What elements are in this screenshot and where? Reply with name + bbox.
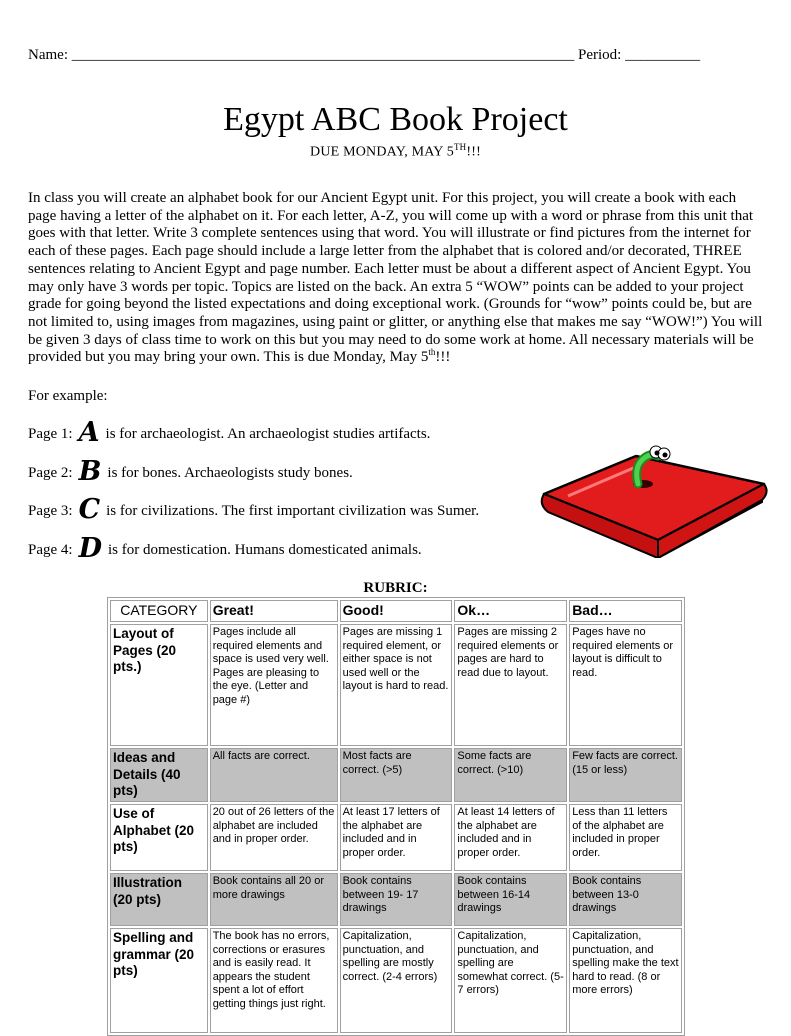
example-text: is for domestication. Humans domesticated animals. <box>108 542 422 558</box>
header-ok: Ok… <box>454 600 567 622</box>
red-book-with-worm-icon <box>538 438 770 558</box>
due-text: DUE MONDAY, MAY 5 <box>310 144 454 160</box>
period-label: Period: <box>577 47 622 63</box>
example-page-label: Page 1: <box>28 426 73 442</box>
rubric-cell: At least 14 letters of the alphabet are included and in proper order. <box>454 804 567 871</box>
example-letter: B <box>78 456 102 487</box>
category-cell: Layout of Pages (20 pts.) <box>110 624 208 746</box>
category-cell: Ideas and Details (40 pts) <box>110 748 208 802</box>
rubric-cell: At least 17 letters of the alphabet are included and in proper order. <box>340 804 453 871</box>
example-letter: C <box>78 494 101 525</box>
table-row <box>110 873 682 926</box>
header-bad: Bad… <box>569 600 682 622</box>
rubric-cell: Pages are missing 2 required elements or pages are hard to read due to layout. <box>454 624 567 746</box>
table-row <box>110 928 682 1033</box>
header-category: CATEGORY <box>110 600 208 622</box>
example-text: is for archaeologist. An archaeologist studies artifacts. <box>105 426 431 442</box>
period-blank[interactable]: __________ <box>625 47 701 63</box>
rubric-cell: All facts are correct. <box>210 748 338 802</box>
rubric-cell: Book contains between 16-14 drawings <box>454 873 567 926</box>
rubric-header-row <box>110 600 682 622</box>
for-example-label: For example: <box>28 388 108 404</box>
example-page-4 <box>28 530 422 564</box>
example-page-3 <box>28 491 480 525</box>
table-row <box>110 624 682 746</box>
example-page-1 <box>28 414 431 448</box>
rubric-cell: Pages include all required elements and space is used very well. Pages are pleasing to the eye. (Letter and page #) <box>210 624 338 746</box>
due-sup: TH <box>453 142 467 152</box>
example-page-label: Page 3: <box>28 503 73 519</box>
rubric-cell: Capitalization, punctuation, and spelling are mostly correct. (2-4 errors) <box>340 928 453 1033</box>
rubric-cell: Capitalization, punctuation, and spelling make the text hard to read. (8 or more errors) <box>569 928 682 1033</box>
intro-paragraph <box>28 190 766 367</box>
rubric-cell: Few facts are correct. (15 or less) <box>569 748 682 802</box>
category-cell: Illustration (20 pts) <box>110 873 208 926</box>
example-letter: A <box>78 417 100 448</box>
category-cell: Use of Alphabet (20 pts) <box>110 804 208 871</box>
rubric-cell: 20 out of 26 letters of the alphabet are included and in proper order. <box>210 804 338 871</box>
rubric-cell: The book has no errors, corrections or erasures and is easily read. It appears the student spent a lot of effort getting things just right. <box>210 928 338 1033</box>
rubric-cell: Less than 11 letters of the alphabet are included in proper order. <box>569 804 682 871</box>
intro-text: In class you will create an alphabet book for our Ancient Egypt unit. For this project, you will create a book with each page having a letter of the alphabet on it. For each letter, A-Z, you will come up with a word or phrase from this unit that goes with that letter. Write 3 complete sentences using that word. You will illustrate or find pictures from the internet for each of these pages. Each page should include a large letter from the alphabet that is colored and/or decorated, THREE sentences relating to Ancient Egypt and page number. Each letter must be about a different aspect of Ancient Egypt. You may only have 3 words per topic. Topics are listed on the back. An extra 5 “WOW” points can be added to your project grade for going beyond the listed expectations and doing exceptional work. (Grounds for “wow” points could be, but are not limited to, using images from magazines, using paint or glitter, or anything else that makes me say “WOW!”) You will be given 3 days of class time to work on this but you may need to do some work at home. All necessary materials will be provided but you may bring your own. This is due Monday, May 5 <box>28 190 763 366</box>
rubric-cell: Book contains all 20 or more drawings <box>210 873 338 926</box>
header-great: Great! <box>210 600 338 622</box>
due-date <box>0 138 791 162</box>
rubric-cell: Pages have no required elements or layout is difficult to read. <box>569 624 682 746</box>
due-suffix: !!! <box>466 144 481 160</box>
example-text: is for civilizations. The first important civilization was Sumer. <box>106 503 480 519</box>
name-blank[interactable]: ___________________________________________________________________ <box>71 47 575 63</box>
rubric-table <box>107 597 685 1036</box>
rubric-title: RUBRIC: <box>363 580 428 596</box>
example-page-label: Page 4: <box>28 542 73 558</box>
intro-sup: th <box>428 347 436 358</box>
rubric-cell: Capitalization, punctuation, and spelling are somewhat correct. (5-7 errors) <box>454 928 567 1033</box>
rubric-cell: Some facts are correct. (>10) <box>454 748 567 802</box>
table-row <box>110 748 682 802</box>
intro-suffix: !!! <box>435 349 451 366</box>
name-label: Name: <box>28 47 68 63</box>
example-page-label: Page 2: <box>28 465 73 481</box>
example-letter: D <box>78 533 102 564</box>
name-period-line <box>28 45 763 65</box>
example-text: is for bones. Archaeologists study bones. <box>107 465 353 481</box>
category-cell: Spelling and grammar (20 pts) <box>110 928 208 1033</box>
header-good: Good! <box>340 600 453 622</box>
rubric-cell: Book contains between 13-0 drawings <box>569 873 682 926</box>
table-row <box>110 804 682 871</box>
rubric-cell: Most facts are correct. (>5) <box>340 748 453 802</box>
example-page-2 <box>28 453 353 487</box>
rubric-cell: Book contains between 19- 17 drawings <box>340 873 453 926</box>
page-title: Egypt ABC Book Project <box>223 101 568 138</box>
rubric-cell: Pages are missing 1 required element, or either space is not used well or the layout is hard to read. <box>340 624 453 746</box>
